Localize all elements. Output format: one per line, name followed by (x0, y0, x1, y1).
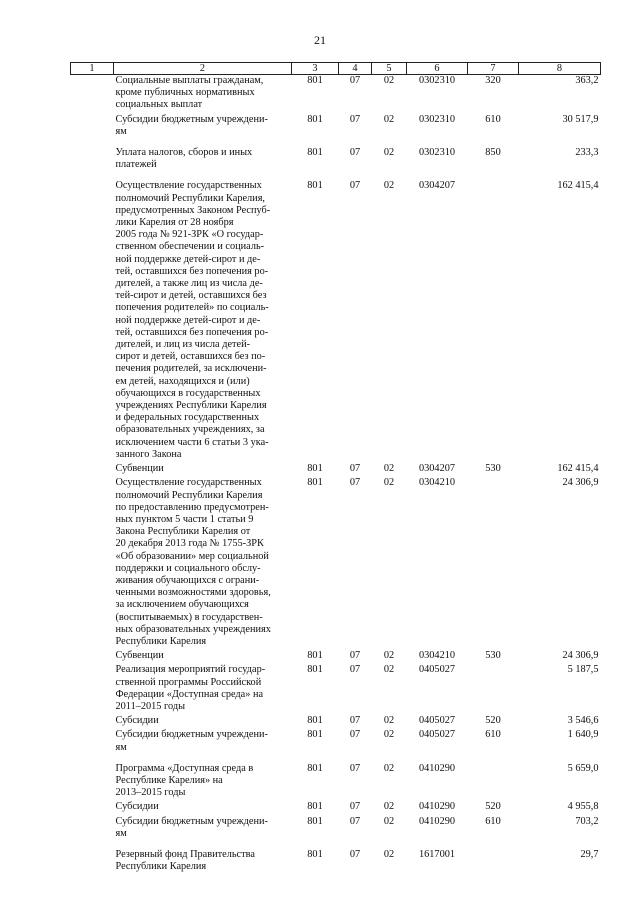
section-code-cell: 07 (349, 664, 361, 676)
expense-type-cell: 610 (485, 729, 501, 741)
ministry-code-cell: 801 (307, 75, 323, 86)
expense-type-cell: 520 (485, 715, 501, 727)
row-name-cell: Уплата налогов, сборов и иных платежей (115, 147, 253, 171)
subsection-code-cell: 02 (383, 113, 395, 125)
subsection-code-cell: 02 (383, 762, 395, 774)
target-article-cell: 0302310 (418, 147, 456, 159)
row-code-cell (71, 171, 114, 461)
row-name-cell: Осуществление государственных полномочий Республики Карелия по предоставлению предусмотрен- ных пунктом 5 части 1 статьи 9 Закона Республики Карелия от 20 декабря 2013 года № 1755-ЗРК «Об образовании» мер социальной поддержки и социального обслу- живания обучающихся с ограни- ченными возможностями здоровья, за исключением обучающихся (воспитываемых) в государствен- ных образовательных учреждениях Республики Карелия (115, 477, 271, 647)
table-row (71, 754, 601, 800)
row-name-cell: Субсидии бюджетным учреждени- ям (115, 729, 268, 753)
expense-type-cell (468, 475, 519, 648)
column-header: 8 (519, 63, 601, 75)
expense-type-cell: 610 (485, 815, 501, 827)
expense-type-cell (468, 840, 519, 873)
amount-cell: 5 187,5 (567, 664, 599, 676)
row-name-cell: Субсидии (115, 801, 159, 813)
row-code-cell (71, 754, 114, 800)
subsection-code-cell: 02 (383, 664, 395, 676)
ministry-code-cell: 801 (307, 477, 323, 489)
subsection-code-cell: 02 (383, 477, 395, 489)
expense-type-cell: 530 (485, 463, 501, 475)
row-name-cell: Субвенции (115, 650, 164, 662)
row-code-cell (71, 814, 114, 840)
row-code-cell (71, 75, 114, 112)
table-row (71, 727, 601, 753)
target-article-cell: 0410290 (418, 801, 456, 813)
table-row (71, 713, 601, 727)
subsection-code-cell: 02 (383, 180, 395, 192)
amount-cell: 24 306,9 (562, 650, 599, 662)
table-row (71, 461, 601, 475)
amount-cell: 233,3 (575, 147, 599, 159)
section-code-cell: 07 (349, 113, 361, 125)
ministry-code-cell: 801 (307, 113, 323, 125)
ministry-code-cell: 801 (307, 147, 323, 159)
row-name-cell: Субвенции (115, 463, 164, 475)
amount-cell: 1 640,9 (567, 729, 599, 741)
ministry-code-cell: 801 (307, 664, 323, 676)
column-header: 3 (292, 63, 339, 75)
section-code-cell: 07 (349, 477, 361, 489)
target-article-cell: 0410290 (418, 815, 456, 827)
amount-cell: 162 415,4 (557, 463, 599, 475)
expense-type-cell: 610 (485, 113, 501, 125)
expense-type-cell: 530 (485, 650, 501, 662)
column-header: 6 (407, 63, 468, 75)
subsection-code-cell: 02 (383, 650, 395, 662)
section-code-cell: 07 (349, 729, 361, 741)
section-code-cell: 07 (349, 715, 361, 727)
amount-cell: 29,7 (580, 848, 599, 860)
table-row (71, 840, 601, 873)
ministry-code-cell: 801 (307, 715, 323, 727)
row-name-cell: Субсидии бюджетным учреждени- ям (115, 113, 268, 137)
expense-type-cell (468, 754, 519, 800)
target-article-cell: 0405027 (418, 729, 456, 741)
subsection-code-cell: 02 (383, 815, 395, 827)
target-article-cell: 0302310 (418, 75, 456, 86)
subsection-code-cell: 02 (383, 848, 395, 860)
ministry-code-cell: 801 (307, 815, 323, 827)
column-header: 5 (372, 63, 407, 75)
ministry-code-cell: 801 (307, 180, 323, 192)
row-code-cell (71, 112, 114, 138)
row-name-cell: Реализация мероприятий государ- ственной программы Российской Федерации «Доступная среда» на 2011–2015 годы (115, 664, 266, 712)
page-number: 21 (314, 33, 326, 47)
table-body (71, 75, 601, 874)
target-article-cell: 0405027 (418, 715, 456, 727)
subsection-code-cell: 02 (383, 463, 395, 475)
column-number-header-row (71, 63, 601, 75)
amount-cell: 5 659,0 (567, 762, 599, 774)
subsection-code-cell: 02 (383, 147, 395, 159)
amount-cell: 3 546,6 (567, 715, 599, 727)
target-article-cell: 0304207 (418, 180, 456, 192)
row-name-cell: Субсидии бюджетным учреждени- ям (115, 815, 268, 839)
column-header: 2 (114, 63, 292, 75)
expense-type-cell (468, 662, 519, 713)
table-row (71, 475, 601, 648)
amount-cell: 4 955,8 (567, 801, 599, 813)
row-code-cell (71, 648, 114, 662)
target-article-cell: 0302310 (418, 113, 456, 125)
target-article-cell: 0304207 (418, 463, 456, 475)
expense-type-cell (468, 171, 519, 461)
table-row (71, 662, 601, 713)
row-code-cell (71, 662, 114, 713)
amount-cell: 162 415,4 (557, 180, 599, 192)
row-code-cell (71, 138, 114, 171)
row-name-cell: Резервный фонд Правительства Республики Карелия (115, 848, 255, 873)
target-article-cell: 0304210 (418, 477, 456, 489)
row-name-cell: Субсидии (115, 715, 159, 727)
row-name-cell: Социальные выплаты гражданам, кроме публичных нормативных социальных выплат (115, 75, 264, 111)
ministry-code-cell: 801 (307, 463, 323, 475)
subsection-code-cell: 02 (383, 75, 395, 86)
ministry-code-cell: 801 (307, 729, 323, 741)
column-header: 1 (71, 63, 114, 75)
table-row (71, 814, 601, 840)
table-row (71, 648, 601, 662)
target-article-cell: 0405027 (418, 664, 456, 676)
row-code-cell (71, 475, 114, 648)
section-code-cell: 07 (349, 147, 361, 159)
target-article-cell: 0410290 (418, 762, 456, 774)
column-header: 4 (339, 63, 372, 75)
table-row (71, 75, 601, 112)
target-article-cell: 0304210 (418, 650, 456, 662)
row-code-cell (71, 799, 114, 813)
section-code-cell: 07 (349, 75, 361, 86)
expense-type-cell: 520 (485, 801, 501, 813)
section-code-cell: 07 (349, 650, 361, 662)
amount-cell: 30 517,9 (562, 113, 599, 125)
table-row (71, 112, 601, 138)
row-code-cell (71, 727, 114, 753)
amount-cell: 703,2 (575, 815, 599, 827)
ministry-code-cell: 801 (307, 801, 323, 813)
ministry-code-cell: 801 (307, 848, 323, 860)
row-code-cell (71, 461, 114, 475)
table-row (71, 171, 601, 461)
ministry-code-cell: 801 (307, 762, 323, 774)
table-row (71, 799, 601, 813)
amount-cell: 363,2 (575, 75, 599, 86)
expense-type-cell: 320 (485, 75, 501, 86)
section-code-cell: 07 (349, 815, 361, 827)
row-name-cell: Осуществление государственных полномочий Республики Карелия, предусмотренных Законом Респуб- лики Карелия от 28 ноября 2005 года № 921-ЗРК «О государ- ственном обеспечении и социаль- ной поддержке детей-сирот и де- тей, оставшихся без попечения ро- дителей, а также лиц из числа де- тей-сирот и детей, оставшихся без попечения родителей» по социаль- ной поддержке детей-сирот и де- тей, оставшихся без попечения ро- дителей, и лиц из числа детей- сирот и детей, оставшихся без по- печения родителей, за исключени- ем детей, находящихся и (или) обучающихся в государственных учреждениях Республики Карелия и федеральных государственных образовательных учреждениях, за исключением части 6 статьи 3 ука- занного Закона (115, 180, 271, 460)
row-name-cell: Программа «Доступная среда в Республике Карелия» на 2013–2015 годы (115, 762, 254, 799)
column-header: 7 (468, 63, 519, 75)
subsection-code-cell: 02 (383, 801, 395, 813)
section-code-cell: 07 (349, 801, 361, 813)
target-article-cell: 1617001 (418, 848, 456, 860)
ministry-code-cell: 801 (307, 650, 323, 662)
section-code-cell: 07 (349, 762, 361, 774)
row-code-cell (71, 713, 114, 727)
expense-type-cell: 850 (485, 147, 501, 159)
table-row (71, 138, 601, 171)
section-code-cell: 07 (349, 180, 361, 192)
section-code-cell: 07 (349, 463, 361, 475)
subsection-code-cell: 02 (383, 715, 395, 727)
row-code-cell (71, 840, 114, 873)
subsection-code-cell: 02 (383, 729, 395, 741)
amount-cell: 24 306,9 (562, 477, 599, 489)
section-code-cell: 07 (349, 848, 361, 860)
budget-table (70, 62, 601, 873)
